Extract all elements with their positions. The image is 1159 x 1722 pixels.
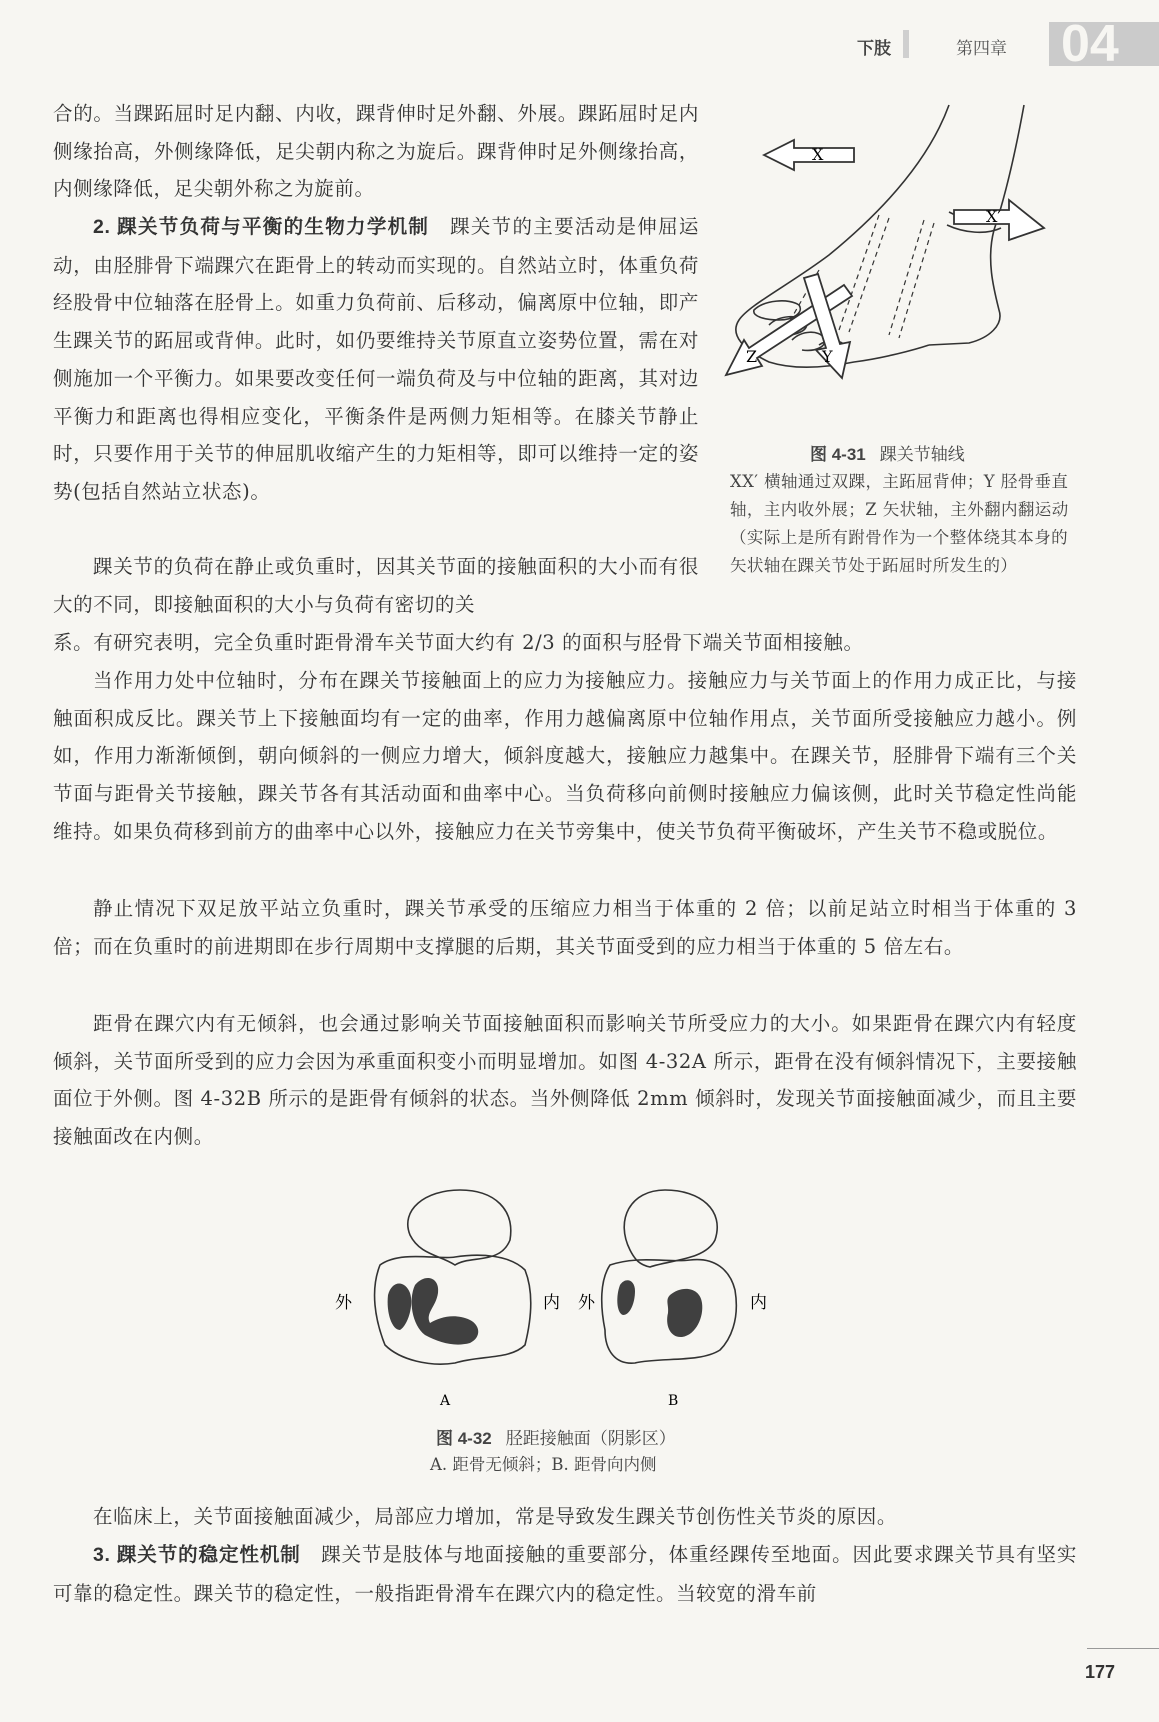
contact-area-b-2 — [667, 1289, 702, 1337]
paragraph-4: 当作用力处中位轴时，分布在踝关节接触面上的应力为接触应力。接触应力与关节面上的作用力成正比，与接触面积成反比。踝关节上下接触面均有一定的曲率，作用力越偏离原中位轴作用点，关节面所受接触应力越小。例如，作用力渐渐倾倒，朝向倾斜的一侧应力增大，倾斜度越大，接触应力越集中。在踝关节，胫腓骨下端有三个关节面与距骨关节接触，踝关节各有其活动面和曲率中心。当负荷移向前侧时接触应力偏该侧，此时关节稳定性尚能维持。如果负荷移到前方的曲率中心以外，接触应力在关节旁集中，使关节负荷平衡破坏，产生关节不稳或脱位。 — [53, 669, 1077, 843]
header-section: 下肢 — [857, 39, 891, 58]
axis-x-arrow — [764, 140, 854, 170]
header-chapter: 第四章 — [956, 39, 1007, 58]
figure-4-31-caption-title — [810, 440, 965, 465]
label-medial-a: 内 — [543, 1293, 560, 1313]
paragraph-6: 距骨在踝穴内有无倾斜，也会通过影响关节面接触面积而影响关节所受应力的大小。如果距骨在踝穴内有轻度倾斜，关节面所受到的应力会因为承重面积变小而明显增加。如图 4-32A 所示，距骨在没有倾斜情况下，主要接触面位于外侧。图 4-32B 所示的是距骨有倾斜的状态。当外侧降低 2mm 倾斜时，发现关节面接触面减少，而且主要接触面改在内侧。 — [53, 1012, 1077, 1149]
figure-4-32-number: 图 4-32 — [436, 1429, 492, 1448]
contact-area-a-1 — [388, 1283, 412, 1330]
paragraph-5: 静止情况下双足放平站立负重时，踝关节承受的压缩应力相当于体重的 2 倍；以前足站立时相当于体重的 3 倍；而在负重时的前进期即在步行周期中支撑腿的后期，其关节面受到的应力相当于体重的 5 倍左右。 — [53, 897, 1077, 958]
figure-4-32-title: 胫距接触面（阴影区） — [505, 1429, 676, 1449]
paragraph-3b: 系。有研究表明，完全负重时距骨滑车关节面大约有 2/3 的面积与胫骨下端关节面相接触。 — [53, 631, 864, 654]
header-chapter-number: 04 — [1049, 22, 1159, 66]
footer-rule — [1087, 1648, 1159, 1649]
contact-area-b-1 — [617, 1280, 635, 1315]
paragraph-3a: 踝关节的负荷在静止或负重时，因其关节面的接触面积的大小而有很大的不同，即接触面积的大小与负荷有密切的关 — [53, 555, 699, 616]
talus-a-upper — [408, 1190, 511, 1265]
label-b: B — [668, 1393, 679, 1409]
leg-outline-front — [736, 105, 949, 367]
section-heading-2: 2. 踝关节负荷与平衡的生物力学机制 — [93, 216, 430, 238]
paragraph-2-text: 踝关节的主要活动是伸屈运动，由胫腓骨下端踝穴在距骨上的转动而实现的。自然站立时，体重负荷经股骨中位轴落在胫骨上。如重力负荷前、后移动，偏离原中位轴，即产生踝关节的跖屈或背伸。此时，如仍要维持关节原直立姿势位置，需在对侧施加一个平衡力。如果要改变任何一端负荷及与中位轴的距离，其对边平衡力和距离也得相应变化，平衡条件是两侧力矩相等。在膝关节静止时，只要作用于关节的伸屈肌收缩产生的力矩相等，即可以维持一定的姿势(包括自然站立状态)。 — [53, 215, 700, 503]
running-header — [739, 18, 1159, 70]
label-y: Y — [822, 347, 833, 366]
label-lateral-a: 外 — [335, 1293, 352, 1313]
tibiotalar-contact-figure — [330, 1185, 830, 1420]
ankle-band-2 — [947, 225, 1001, 232]
page-number: 177 — [1085, 1662, 1116, 1682]
section-heading-3: 3. 踝关节的稳定性机制 — [93, 1544, 301, 1566]
figure-4-32-caption-body: A. 距骨无倾斜；B. 距骨向内侧 — [430, 1455, 657, 1474]
label-x-prime: X′ — [986, 207, 1002, 226]
figure-4-31-caption-body: XX′ 横轴通过双踝，主跖屈背伸；Y 胫骨垂直轴，主内收外展；Z 矢状轴，主外翻内翻运动（实际上是所有跗骨作为一个整体绕其本身的矢状轴在踝关节处于跖屈时所发生的） — [730, 472, 1069, 575]
figure-4-31-number: 图 4-31 — [810, 445, 866, 464]
header-divider — [903, 30, 909, 58]
paragraph-8 — [53, 1536, 1077, 1612]
figure-4-31-title: 踝关节轴线 — [879, 445, 965, 465]
label-x: X — [812, 145, 824, 164]
figure-4-32-caption-title — [436, 1424, 676, 1449]
paragraph-1: 合的。当踝跖屈时足内翻、内收，踝背伸时足外翻、外展。踝跖屈时足内侧缘抬高，外侧缘降低，足尖朝内称之为旋后。踝背伸时足外侧缘抬高，内侧缘降低，足尖朝外称之为旋前。 — [53, 102, 699, 201]
paragraph-8-text: 踝关节是肢体与地面接触的重要部分，体重经踝传至地面。因此要求踝关节具有坚实可靠的稳定性。踝关节的稳定性，一般指距骨滑车在踝穴内的稳定性。当较宽的滑车前 — [53, 1543, 1077, 1605]
label-medial-b: 内 — [750, 1293, 767, 1313]
contact-area-a-2 — [412, 1278, 479, 1345]
label-lateral-b: 外 — [578, 1293, 595, 1313]
label-a: A — [440, 1393, 451, 1409]
paragraph-7: 在临床上，关节面接触面减少，局部应力增加，常是导致发生踝关节创伤性关节炎的原因。 — [93, 1505, 898, 1528]
toe-3 — [792, 332, 825, 350]
ankle-axis-figure — [724, 100, 1089, 435]
paragraph-2 — [53, 208, 699, 511]
label-z: Z — [746, 347, 758, 366]
talus-b-upper — [624, 1190, 717, 1267]
